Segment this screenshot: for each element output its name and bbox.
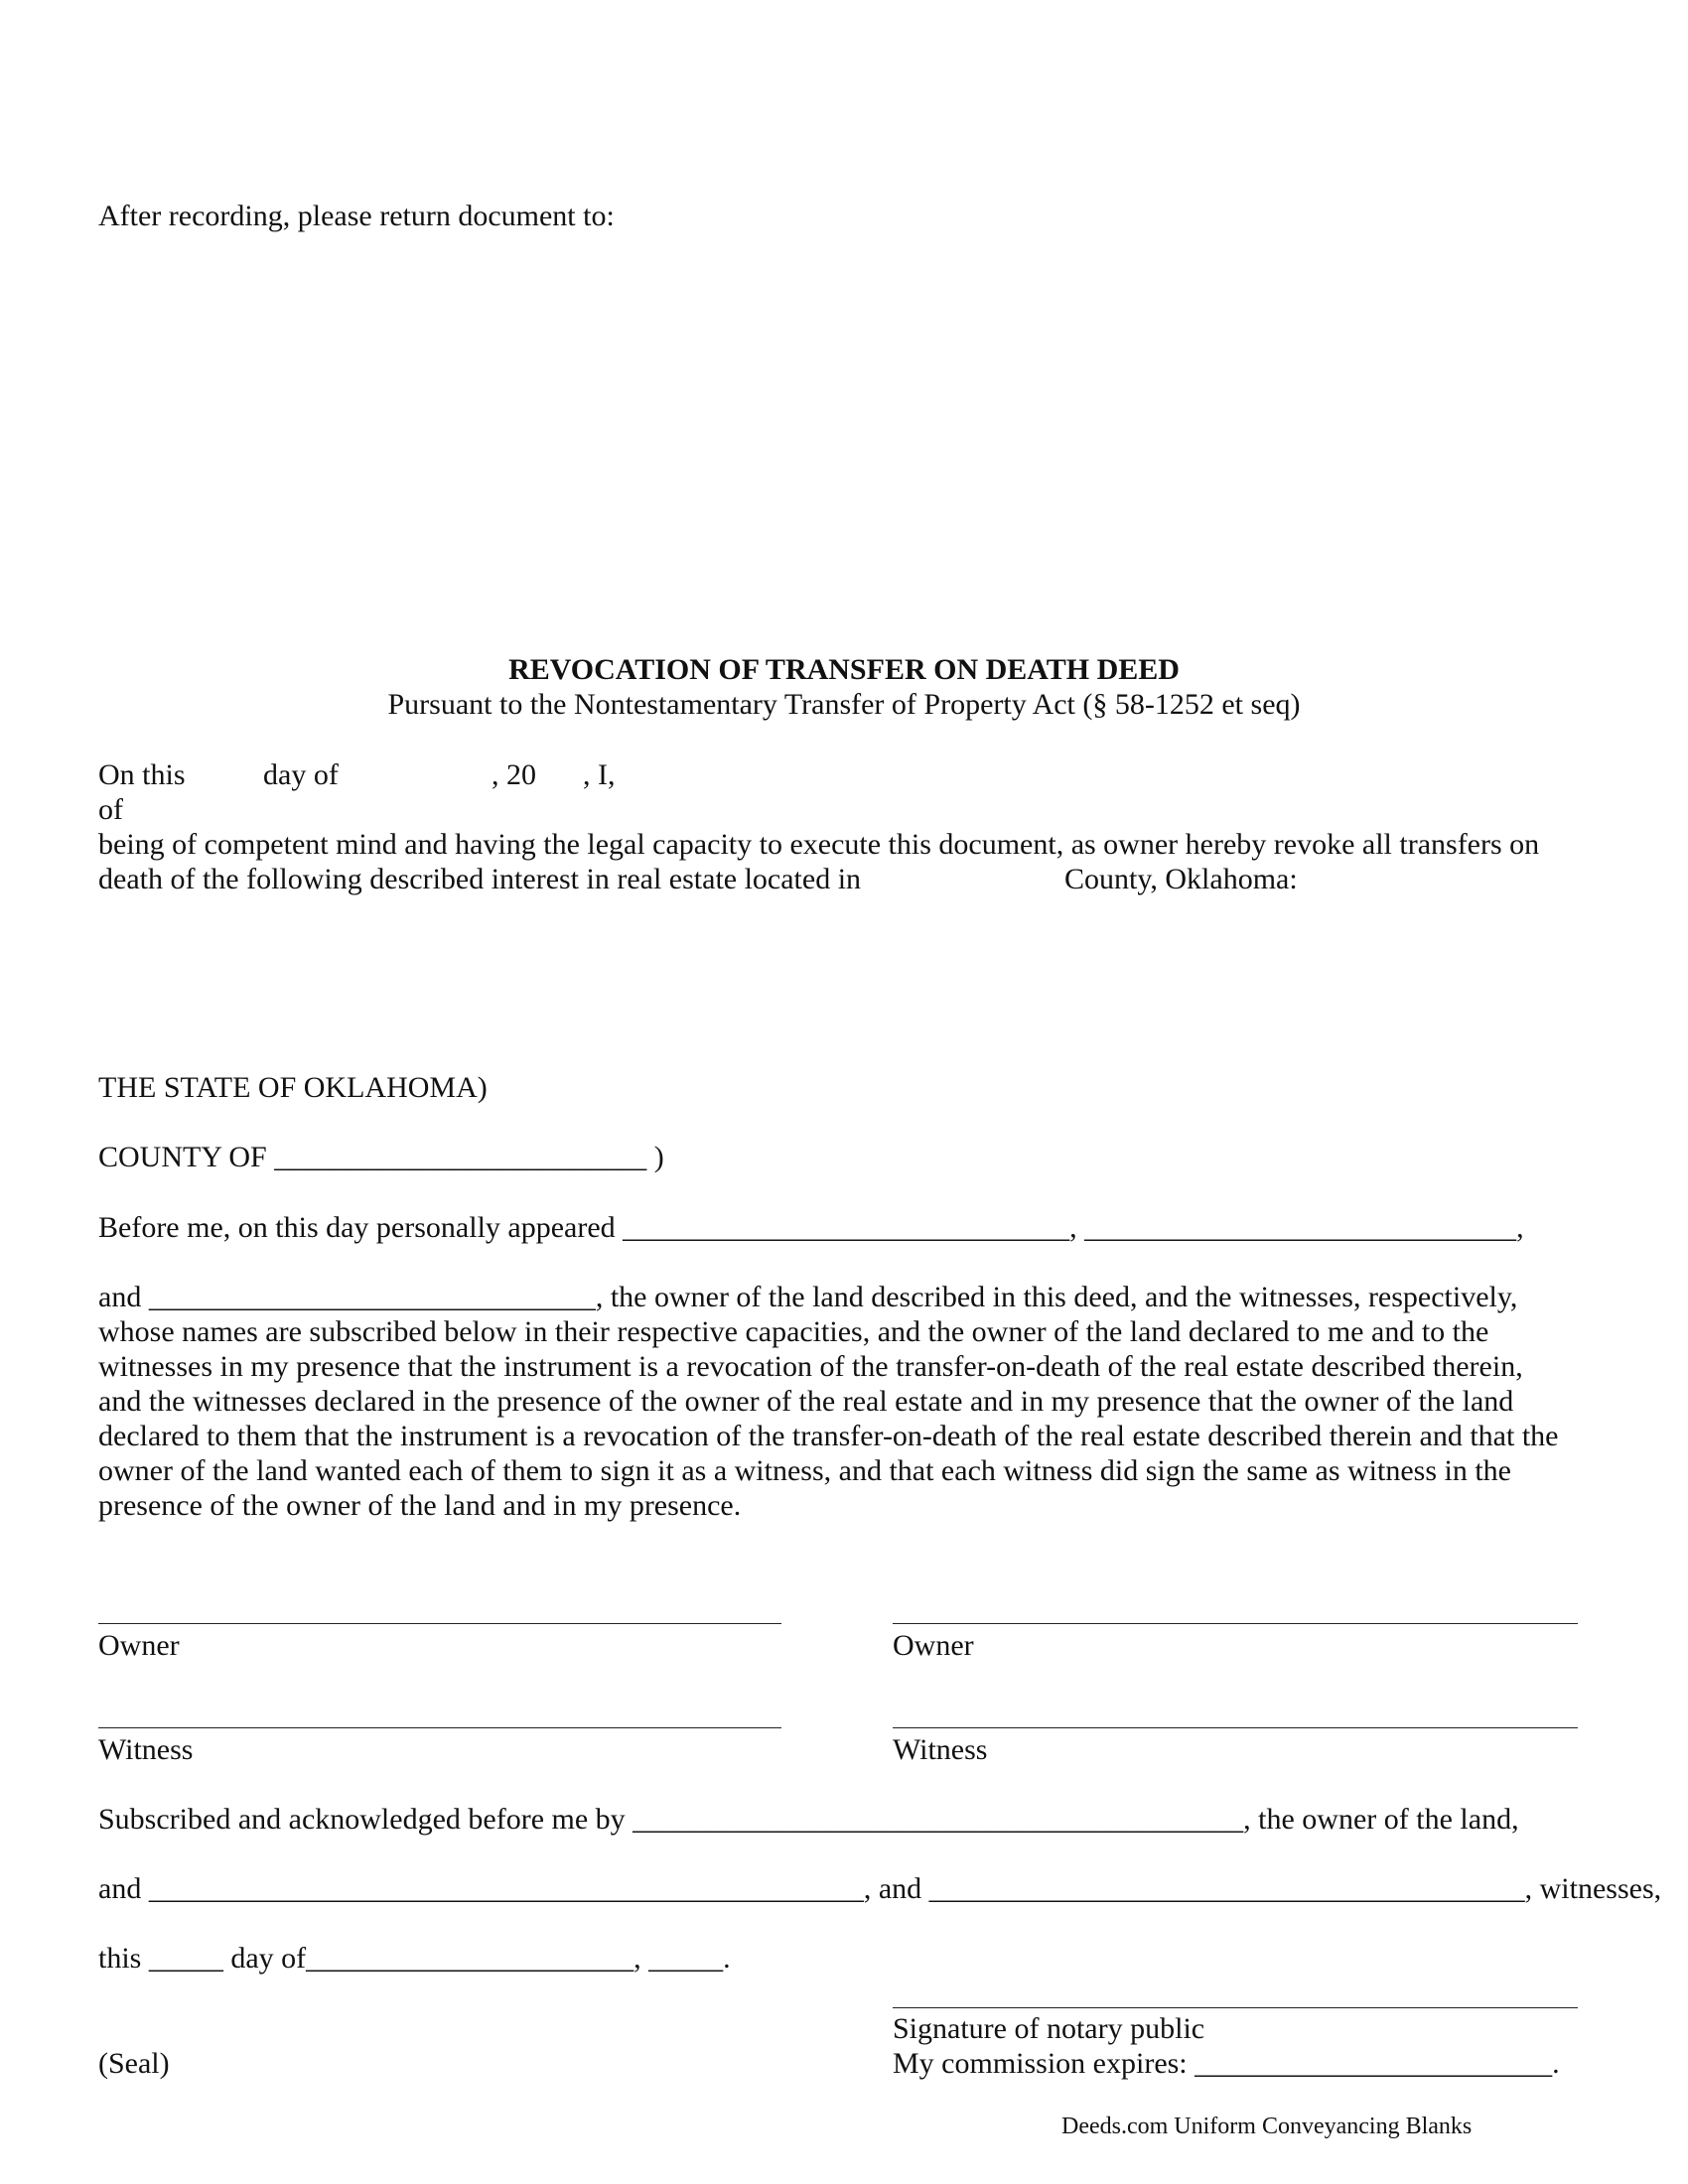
county-oklahoma-label: County, Oklahoma: xyxy=(1064,863,1298,895)
state-of-oklahoma: THE STATE OF OKLAHOMA) xyxy=(98,1071,488,1104)
year-label: , 20 xyxy=(492,758,536,791)
ack-body-line: whose names are subscribed below in their respective capacities, and the owner of the land declared to me and to the xyxy=(98,1315,1489,1348)
ack-body-line: witnesses in my presence that the instrument is a revocation of the transfer-on-death of the real estate described therein, xyxy=(98,1350,1523,1383)
document-subtitle: Pursuant to the Nontestamentary Transfer of Property Act (§ 58-1252 et seq) xyxy=(387,688,1301,721)
witness-label-right: Witness xyxy=(893,1733,988,1766)
owner-signature-line-left[interactable] xyxy=(98,1623,781,1624)
subscribed-line: Subscribed and acknowledged before me by _________________________________________, the owner of the land, xyxy=(98,1803,1519,1836)
jurat-date-line: this _____ day of______________________, _____. xyxy=(98,1942,731,1975)
ack-body-line: owner of the land wanted each of them to sign it as a witness, and that each witness did sign the same as witness in the xyxy=(98,1454,1511,1487)
document-title: REVOCATION OF TRANSFER ON DEATH DEED xyxy=(508,653,1180,686)
on-this-label: On this xyxy=(98,758,186,791)
notary-signature-line[interactable] xyxy=(893,2007,1578,2008)
ack-body-line: declared to them that the instrument is a revocation of the transfer-on-death of the real estate described therein and that the xyxy=(98,1420,1559,1452)
revocation-statement-line1: being of competent mind and having the legal capacity to execute this document, as owner hereby revoke all transfers on xyxy=(98,828,1540,861)
revocation-statement-line2: death of the following described interest in real estate located in xyxy=(98,863,862,895)
day-of-label: day of xyxy=(263,758,339,791)
witness-signature-line-left[interactable] xyxy=(98,1727,781,1728)
county-of-line: COUNTY OF _________________________ ) xyxy=(98,1141,664,1173)
witness-signature-line-right[interactable] xyxy=(893,1727,1578,1728)
personally-appeared-line: Before me, on this day personally appeared ______________________________, _____________________________, xyxy=(98,1211,1524,1244)
owner-label-right: Owner xyxy=(893,1629,974,1662)
ack-body-line: presence of the owner of the land and in my presence. xyxy=(98,1489,742,1522)
owner-and-witnesses-line: and ______________________________, the owner of the land described in this deed, and the witnesses, respectively, xyxy=(98,1281,1518,1313)
footer-text: Deeds.com Uniform Conveyancing Blanks xyxy=(1061,2114,1473,2139)
of-label: of xyxy=(98,793,123,826)
owner-signature-line-right[interactable] xyxy=(893,1623,1578,1624)
ack-body-line: and the witnesses declared in the presence of the owner of the real estate and in my presence that the owner of the land xyxy=(98,1385,1514,1418)
owner-label-left: Owner xyxy=(98,1629,180,1662)
witnesses-names-line: and ________________________________________________, and ________________________________________, witnesses, xyxy=(98,1872,1662,1905)
seal-label: (Seal) xyxy=(98,2047,170,2080)
return-to-label: After recording, please return document to: xyxy=(98,200,615,232)
witness-label-left: Witness xyxy=(98,1733,194,1766)
commission-expires-line: My commission expires: ________________________. xyxy=(893,2047,1560,2080)
grantor-i-label: , I, xyxy=(583,758,616,791)
notary-signature-label: Signature of notary public xyxy=(893,2012,1205,2045)
